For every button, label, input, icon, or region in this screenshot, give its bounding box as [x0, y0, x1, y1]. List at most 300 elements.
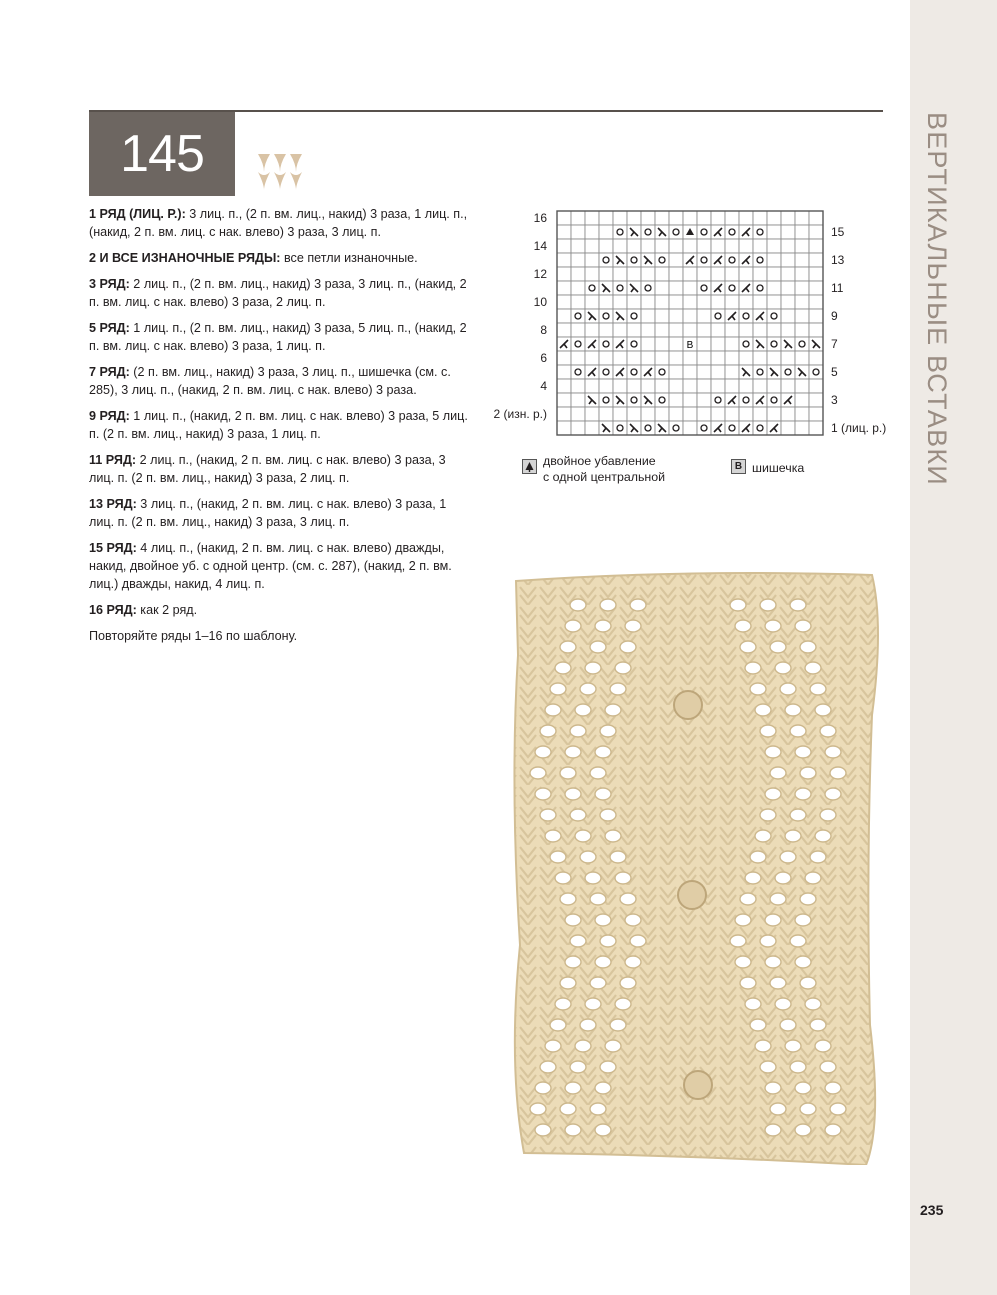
swatch-eyelet — [625, 956, 641, 968]
chart-cell — [613, 295, 627, 309]
chart-cell — [795, 267, 809, 281]
swatch-eyelet — [575, 1040, 591, 1052]
swatch-eyelet — [745, 872, 761, 884]
chart-cell — [767, 379, 781, 393]
swatch-eyelet — [765, 914, 781, 926]
swatch-eyelet — [610, 683, 626, 695]
swatch-eyelet — [800, 893, 816, 905]
chart-cell — [599, 407, 613, 421]
chart-cell — [809, 393, 823, 407]
swatch-eyelet — [815, 704, 831, 716]
chart-cell — [725, 407, 739, 421]
chart-cell — [585, 379, 599, 393]
swatch-eyelet — [595, 746, 611, 758]
chart-cell — [641, 351, 655, 365]
chart-cell — [627, 365, 641, 379]
chart-cell — [669, 351, 683, 365]
chart-cell — [781, 253, 795, 267]
swatch-eyelet — [805, 662, 821, 674]
chart-cell — [557, 281, 571, 295]
instruction-row-13: 13 РЯД: 3 лиц. п., (накид, 2 п. вм. лиц. с нак. влево) 3 раза, 1 лиц. п. (2 п. вм. лиц., накид) 3 раза, 3 лиц. п. — [89, 497, 447, 529]
swatch-eyelet — [560, 977, 576, 989]
chart-cell — [627, 309, 641, 323]
chart-cell — [697, 309, 711, 323]
chart-cell — [557, 351, 571, 365]
chart-cell — [683, 421, 697, 435]
chart-cell — [795, 253, 809, 267]
instruction-row-15: 15 РЯД: 4 лиц. п., (накид, 2 п. вм. лиц. с нак. влево) дважды, накид, двойное уб. с одной центр. (см. с. 287), (накид, 2 п. вм. лиц.) дважды, накид, 4 лиц. п. — [89, 541, 452, 591]
chart-cell — [655, 211, 669, 225]
swatch-eyelet — [545, 704, 561, 716]
swatch-eyelet — [590, 767, 606, 779]
chart-cell — [669, 281, 683, 295]
chart-cell — [571, 225, 585, 239]
chart-cell — [767, 309, 781, 323]
swatch-eyelet — [815, 1040, 831, 1052]
swatch-eyelet — [590, 1103, 606, 1115]
chart-cell — [697, 379, 711, 393]
swatch-eyelet — [805, 998, 821, 1010]
chart-cell — [753, 421, 767, 435]
swatch-eyelet — [585, 998, 601, 1010]
chart-cell — [585, 351, 599, 365]
chart-cell — [669, 267, 683, 281]
chart-cell — [767, 295, 781, 309]
chart-cell — [697, 267, 711, 281]
swatch-eyelet — [735, 620, 751, 632]
chart-cell — [809, 211, 823, 225]
swatch-eyelet — [595, 956, 611, 968]
swatch-eyelet — [770, 767, 786, 779]
chart-cell — [613, 281, 627, 295]
chart-cell — [809, 351, 823, 365]
chart-cell — [613, 211, 627, 225]
chart-cell — [571, 351, 585, 365]
swatch-eyelet — [825, 788, 841, 800]
swatch-eyelet — [740, 893, 756, 905]
swatch-eyelet — [630, 935, 646, 947]
chart-cell — [753, 267, 767, 281]
chart-cell — [753, 351, 767, 365]
chart-cell — [739, 211, 753, 225]
chart-cell — [781, 281, 795, 295]
chart-cell — [697, 407, 711, 421]
chart-cell — [627, 393, 641, 407]
swatch-eyelet — [580, 1019, 596, 1031]
swatch-eyelet — [555, 662, 571, 674]
chart-cell — [585, 295, 599, 309]
swatch-eyelet — [795, 746, 811, 758]
swatch-eyelet — [795, 788, 811, 800]
swatch-eyelet — [730, 599, 746, 611]
chart-cell — [655, 295, 669, 309]
chart-cell — [641, 323, 655, 337]
chart-cell — [711, 323, 725, 337]
swatch-eyelet — [785, 1040, 801, 1052]
chart-cell — [725, 267, 739, 281]
chart-cell — [711, 295, 725, 309]
instruction-row-3: 3 РЯД: 2 лиц. п., (2 п. вм. лиц., накид) 3 раза, 3 лиц. п., (накид, 2 п. вм. лиц. с нак. влево) 3 раза, 2 лиц. п. — [89, 277, 467, 309]
chart-cell — [809, 225, 823, 239]
swatch-eyelet — [825, 1124, 841, 1136]
swatch-eyelet — [530, 1103, 546, 1115]
swatch-eyelet — [545, 830, 561, 842]
chart-cell — [683, 281, 697, 295]
swatch-eyelet — [625, 914, 641, 926]
chart-cell — [697, 211, 711, 225]
swatch-eyelet — [615, 662, 631, 674]
chart-cell — [669, 211, 683, 225]
swatch-eyelet — [550, 683, 566, 695]
chart-cell — [809, 253, 823, 267]
chart-cell — [599, 295, 613, 309]
chart-cell — [655, 351, 669, 365]
instruction-row-9: 9 РЯД: 1 лиц. п., (накид, 2 п. вм. лиц. с нак. влево) 3 раза, 5 лиц. п. (2 п. вм. лиц., накид) 3 раза, 1 лиц. п. — [89, 409, 468, 441]
chart-cell — [725, 281, 739, 295]
chart-cell — [571, 281, 585, 295]
bobble-key: B — [731, 459, 746, 474]
swatch-eyelet — [620, 977, 636, 989]
chart-cell — [669, 295, 683, 309]
chart-cell — [669, 239, 683, 253]
chart-cell — [725, 365, 739, 379]
swatch-eyelet — [540, 809, 556, 821]
swatch-eyelet — [610, 851, 626, 863]
chart-cell — [599, 393, 613, 407]
chart-cell — [613, 225, 627, 239]
swatch-eyelet — [750, 851, 766, 863]
swatch-eyelet — [800, 977, 816, 989]
chart-cell — [557, 225, 571, 239]
chart-cell — [627, 323, 641, 337]
swatch-eyelet — [745, 662, 761, 674]
chart-cell — [711, 379, 725, 393]
chart-cell — [739, 393, 753, 407]
chart-cell — [641, 211, 655, 225]
chart-cell — [795, 393, 809, 407]
chart-cell — [669, 253, 683, 267]
instruction-row-5: 5 РЯД: 1 лиц. п., (2 п. вм. лиц., накид) 3 раза, 5 лиц. п., (накид, 2 п. вм. лиц. с нак. влево) 3 раза, 1 лиц. п. — [89, 321, 467, 353]
chart-row-label-left: 8 — [540, 323, 547, 337]
chart-cell — [753, 253, 767, 267]
difficulty-icon — [254, 150, 306, 192]
chart-cell — [725, 225, 739, 239]
swatch-eyelet — [775, 998, 791, 1010]
double-decrease-key — [522, 459, 537, 474]
swatch-eyelet — [820, 1061, 836, 1073]
chart-cell — [571, 211, 585, 225]
chart-row-label-left: 4 — [540, 379, 547, 393]
swatch-eyelet — [825, 746, 841, 758]
swatch-eyelet — [740, 977, 756, 989]
instruction-repeat: Повторяйте ряды 1–16 по шаблону. — [89, 629, 298, 643]
swatch-eyelet — [540, 725, 556, 737]
chart-cell — [627, 351, 641, 365]
swatch-eyelet — [560, 1103, 576, 1115]
instructions — [89, 205, 469, 653]
chart-cell — [809, 267, 823, 281]
chart-row-label-right: 1 (лиц. р.) — [831, 421, 887, 435]
swatch-eyelet — [750, 683, 766, 695]
chart-cell — [683, 351, 697, 365]
swatch-eyelet — [760, 809, 776, 821]
chart-cell — [767, 323, 781, 337]
chart-cell — [655, 407, 669, 421]
swatch-eyelet — [570, 599, 586, 611]
chart-cell — [613, 379, 627, 393]
chart-cell — [711, 407, 725, 421]
chart-cell — [683, 379, 697, 393]
chart-cell — [557, 379, 571, 393]
chart-cell — [585, 225, 599, 239]
chart-cell — [641, 281, 655, 295]
chart-cell — [725, 351, 739, 365]
chart-cell — [753, 407, 767, 421]
chart-cell — [585, 267, 599, 281]
swatch-eyelet — [830, 1103, 846, 1115]
stitch-chart — [492, 205, 892, 445]
chart-cell — [655, 379, 669, 393]
chart-cell — [571, 295, 585, 309]
chart-cell — [571, 365, 585, 379]
swatch-eyelet — [830, 767, 846, 779]
chart-cell — [795, 295, 809, 309]
swatch-eyelet — [755, 1040, 771, 1052]
chart-cell — [809, 239, 823, 253]
swatch-eyelet — [530, 767, 546, 779]
chart-cell — [739, 295, 753, 309]
chart-cell — [753, 239, 767, 253]
chart-grid — [492, 205, 892, 445]
chart-cell — [557, 211, 571, 225]
chart-cell — [697, 393, 711, 407]
chart-cell — [767, 253, 781, 267]
chart-cell — [599, 365, 613, 379]
swatch-eyelet — [740, 641, 756, 653]
swatch-eyelet — [580, 851, 596, 863]
chart-cell — [599, 239, 613, 253]
chart-cell — [683, 393, 697, 407]
swatch-eyelet — [785, 830, 801, 842]
chart-cell — [739, 323, 753, 337]
swatch-eyelet — [765, 956, 781, 968]
swatch-eyelet — [735, 914, 751, 926]
swatch-eyelet — [745, 998, 761, 1010]
instruction-row-1: 1 РЯД (ЛИЦ. Р.): 3 лиц. п., (2 п. вм. лиц., накид) 3 раза, 1 лиц. п., (накид, 2 п. вм. лиц. с нак. влево) 3 раза, 3 лиц. п. — [89, 207, 468, 239]
chart-cell — [697, 239, 711, 253]
chart-cell — [781, 365, 795, 379]
swatch-eyelet — [770, 1103, 786, 1115]
chart-cell — [697, 295, 711, 309]
chart-cell — [781, 239, 795, 253]
swatch-eyelet — [570, 809, 586, 821]
swatch-eyelet — [775, 662, 791, 674]
chart-cell — [795, 351, 809, 365]
chart-cell — [781, 309, 795, 323]
swatch-eyelet — [605, 830, 621, 842]
chart-cell — [571, 379, 585, 393]
chart-cell — [571, 337, 585, 351]
swatch-eyelet — [570, 935, 586, 947]
chart-cell — [711, 211, 725, 225]
chart-cell — [557, 365, 571, 379]
swatch-eyelet — [610, 1019, 626, 1031]
swatch-eyelet — [755, 830, 771, 842]
swatch-eyelet — [790, 1061, 806, 1073]
chart-cell — [809, 379, 823, 393]
chart-cell — [781, 295, 795, 309]
swatch-eyelet — [790, 725, 806, 737]
swatch-eyelet — [750, 1019, 766, 1031]
swatch-eyelet — [765, 746, 781, 758]
swatch-eyelet — [820, 725, 836, 737]
swatch-eyelet — [605, 704, 621, 716]
chart-cell — [697, 323, 711, 337]
chart-cell — [557, 421, 571, 435]
chart-cell — [809, 281, 823, 295]
swatch-eyelet — [785, 704, 801, 716]
chart-cell — [599, 337, 613, 351]
chart-cell — [613, 351, 627, 365]
chart-cell — [641, 309, 655, 323]
double-decrease-icon — [523, 460, 536, 473]
swatch-eyelet — [800, 767, 816, 779]
chart-cell — [781, 351, 795, 365]
chart-cell — [655, 365, 669, 379]
chart-cell — [739, 337, 753, 351]
chart-cell — [739, 379, 753, 393]
swatch-eyelet — [555, 872, 571, 884]
chart-cell — [739, 351, 753, 365]
chart-cell — [767, 337, 781, 351]
chart-row-label-right: 11 — [831, 281, 844, 295]
swatch-eyelet — [810, 683, 826, 695]
chart-cell — [753, 281, 767, 295]
chart-cell — [641, 267, 655, 281]
instruction-row-2: 2 И ВСЕ ИЗНАНОЧНЫЕ РЯДЫ: все петли изнаночные. — [89, 251, 418, 265]
chart-row-label-right: 13 — [831, 253, 845, 267]
swatch-eyelet — [600, 1061, 616, 1073]
chart-cell — [767, 281, 781, 295]
swatch-eyelet — [775, 872, 791, 884]
chart-cell — [795, 309, 809, 323]
swatch-eyelet — [535, 746, 551, 758]
swatch-eyelet — [780, 683, 796, 695]
chart-cell — [627, 379, 641, 393]
swatch-eyelet — [595, 1124, 611, 1136]
swatch-eyelet — [620, 641, 636, 653]
chart-cell — [571, 393, 585, 407]
chart-cell — [557, 407, 571, 421]
chart-cell — [767, 393, 781, 407]
chart-row-label-left: 2 (изн. р.) — [493, 407, 547, 421]
swatch-eyelet — [630, 599, 646, 611]
chart-cell — [641, 407, 655, 421]
double-decrease-label: двойное убавление с одной центральной — [543, 454, 666, 484]
swatch-eyelet — [765, 1124, 781, 1136]
chart-cell — [585, 253, 599, 267]
chart-row-label-right: 3 — [831, 393, 838, 407]
chart-cell — [739, 407, 753, 421]
swatch-eyelet — [575, 830, 591, 842]
chart-cell — [669, 225, 683, 239]
chart-cell — [795, 323, 809, 337]
swatch-eyelet — [825, 1082, 841, 1094]
swatch-eyelet — [565, 956, 581, 968]
chart-cell — [781, 267, 795, 281]
chart-cell — [809, 323, 823, 337]
chart-cell — [725, 295, 739, 309]
swatch-eyelet — [585, 662, 601, 674]
chart-row-label-right: 5 — [831, 365, 838, 379]
swatch-eyelet — [535, 1082, 551, 1094]
chart-cell — [711, 393, 725, 407]
chart-row-label-left: 12 — [533, 267, 547, 281]
instruction-row-11: 11 РЯД: 2 лиц. п., (накид, 2 п. вм. лиц. с нак. влево) 3 раза, 3 лиц. п. (2 п. вм. лиц., накид) 3 раза, 2 лиц. п. — [89, 453, 446, 485]
chart-cell — [781, 211, 795, 225]
chart-cell — [767, 239, 781, 253]
chart-cell — [697, 365, 711, 379]
chart-cell — [641, 225, 655, 239]
chart-cell — [739, 239, 753, 253]
chart-cell — [669, 379, 683, 393]
chart-cell — [557, 309, 571, 323]
chart-cell — [753, 225, 767, 239]
chart-cell — [655, 239, 669, 253]
chart-cell — [809, 365, 823, 379]
chart-cell — [683, 365, 697, 379]
chart-cell — [669, 393, 683, 407]
chart-cell — [795, 239, 809, 253]
pattern-number: 145 — [89, 112, 235, 196]
chart-cell — [641, 295, 655, 309]
chart-cell — [627, 407, 641, 421]
knitted-swatch-photo — [498, 565, 884, 1165]
swatch-eyelet — [795, 914, 811, 926]
swatch-eyelet — [565, 746, 581, 758]
swatch-eyelet — [810, 851, 826, 863]
swatch-eyelet — [600, 809, 616, 821]
chart-row-label-right: 9 — [831, 309, 838, 323]
chart-cell — [725, 253, 739, 267]
chart-cell — [795, 281, 809, 295]
section-title: ВЕРТИКАЛЬНЫЕ ВСТАВКИ — [922, 112, 952, 486]
chart-cell — [669, 421, 683, 435]
swatch-eyelet — [555, 998, 571, 1010]
chart-cell — [585, 239, 599, 253]
chart-cell — [585, 421, 599, 435]
chart-cell — [697, 421, 711, 435]
chart-cell — [753, 379, 767, 393]
chart-cell — [781, 421, 795, 435]
swatch-eyelet — [765, 788, 781, 800]
swatch-eyelet — [595, 1082, 611, 1094]
swatch-eyelet — [600, 725, 616, 737]
swatch-eyelet — [800, 1103, 816, 1115]
swatch-eyelet — [560, 767, 576, 779]
swatch-eyelet — [570, 1061, 586, 1073]
chart-cell — [711, 309, 725, 323]
chart-cell — [599, 379, 613, 393]
swatch-eyelet — [540, 1061, 556, 1073]
chart-cell — [641, 379, 655, 393]
instruction-row-7: 7 РЯД: (2 п. вм. лиц., накид) 3 раза, 3 лиц. п., шишечка (см. с. 285), 3 лиц. п., (накид, 2 п. вм. лиц. с нак. влево) 3 раза. — [89, 365, 451, 397]
swatch-eyelet — [590, 641, 606, 653]
chart-cell — [613, 239, 627, 253]
chart-cell — [571, 253, 585, 267]
chart-cell — [613, 407, 627, 421]
chart-cell — [641, 337, 655, 351]
